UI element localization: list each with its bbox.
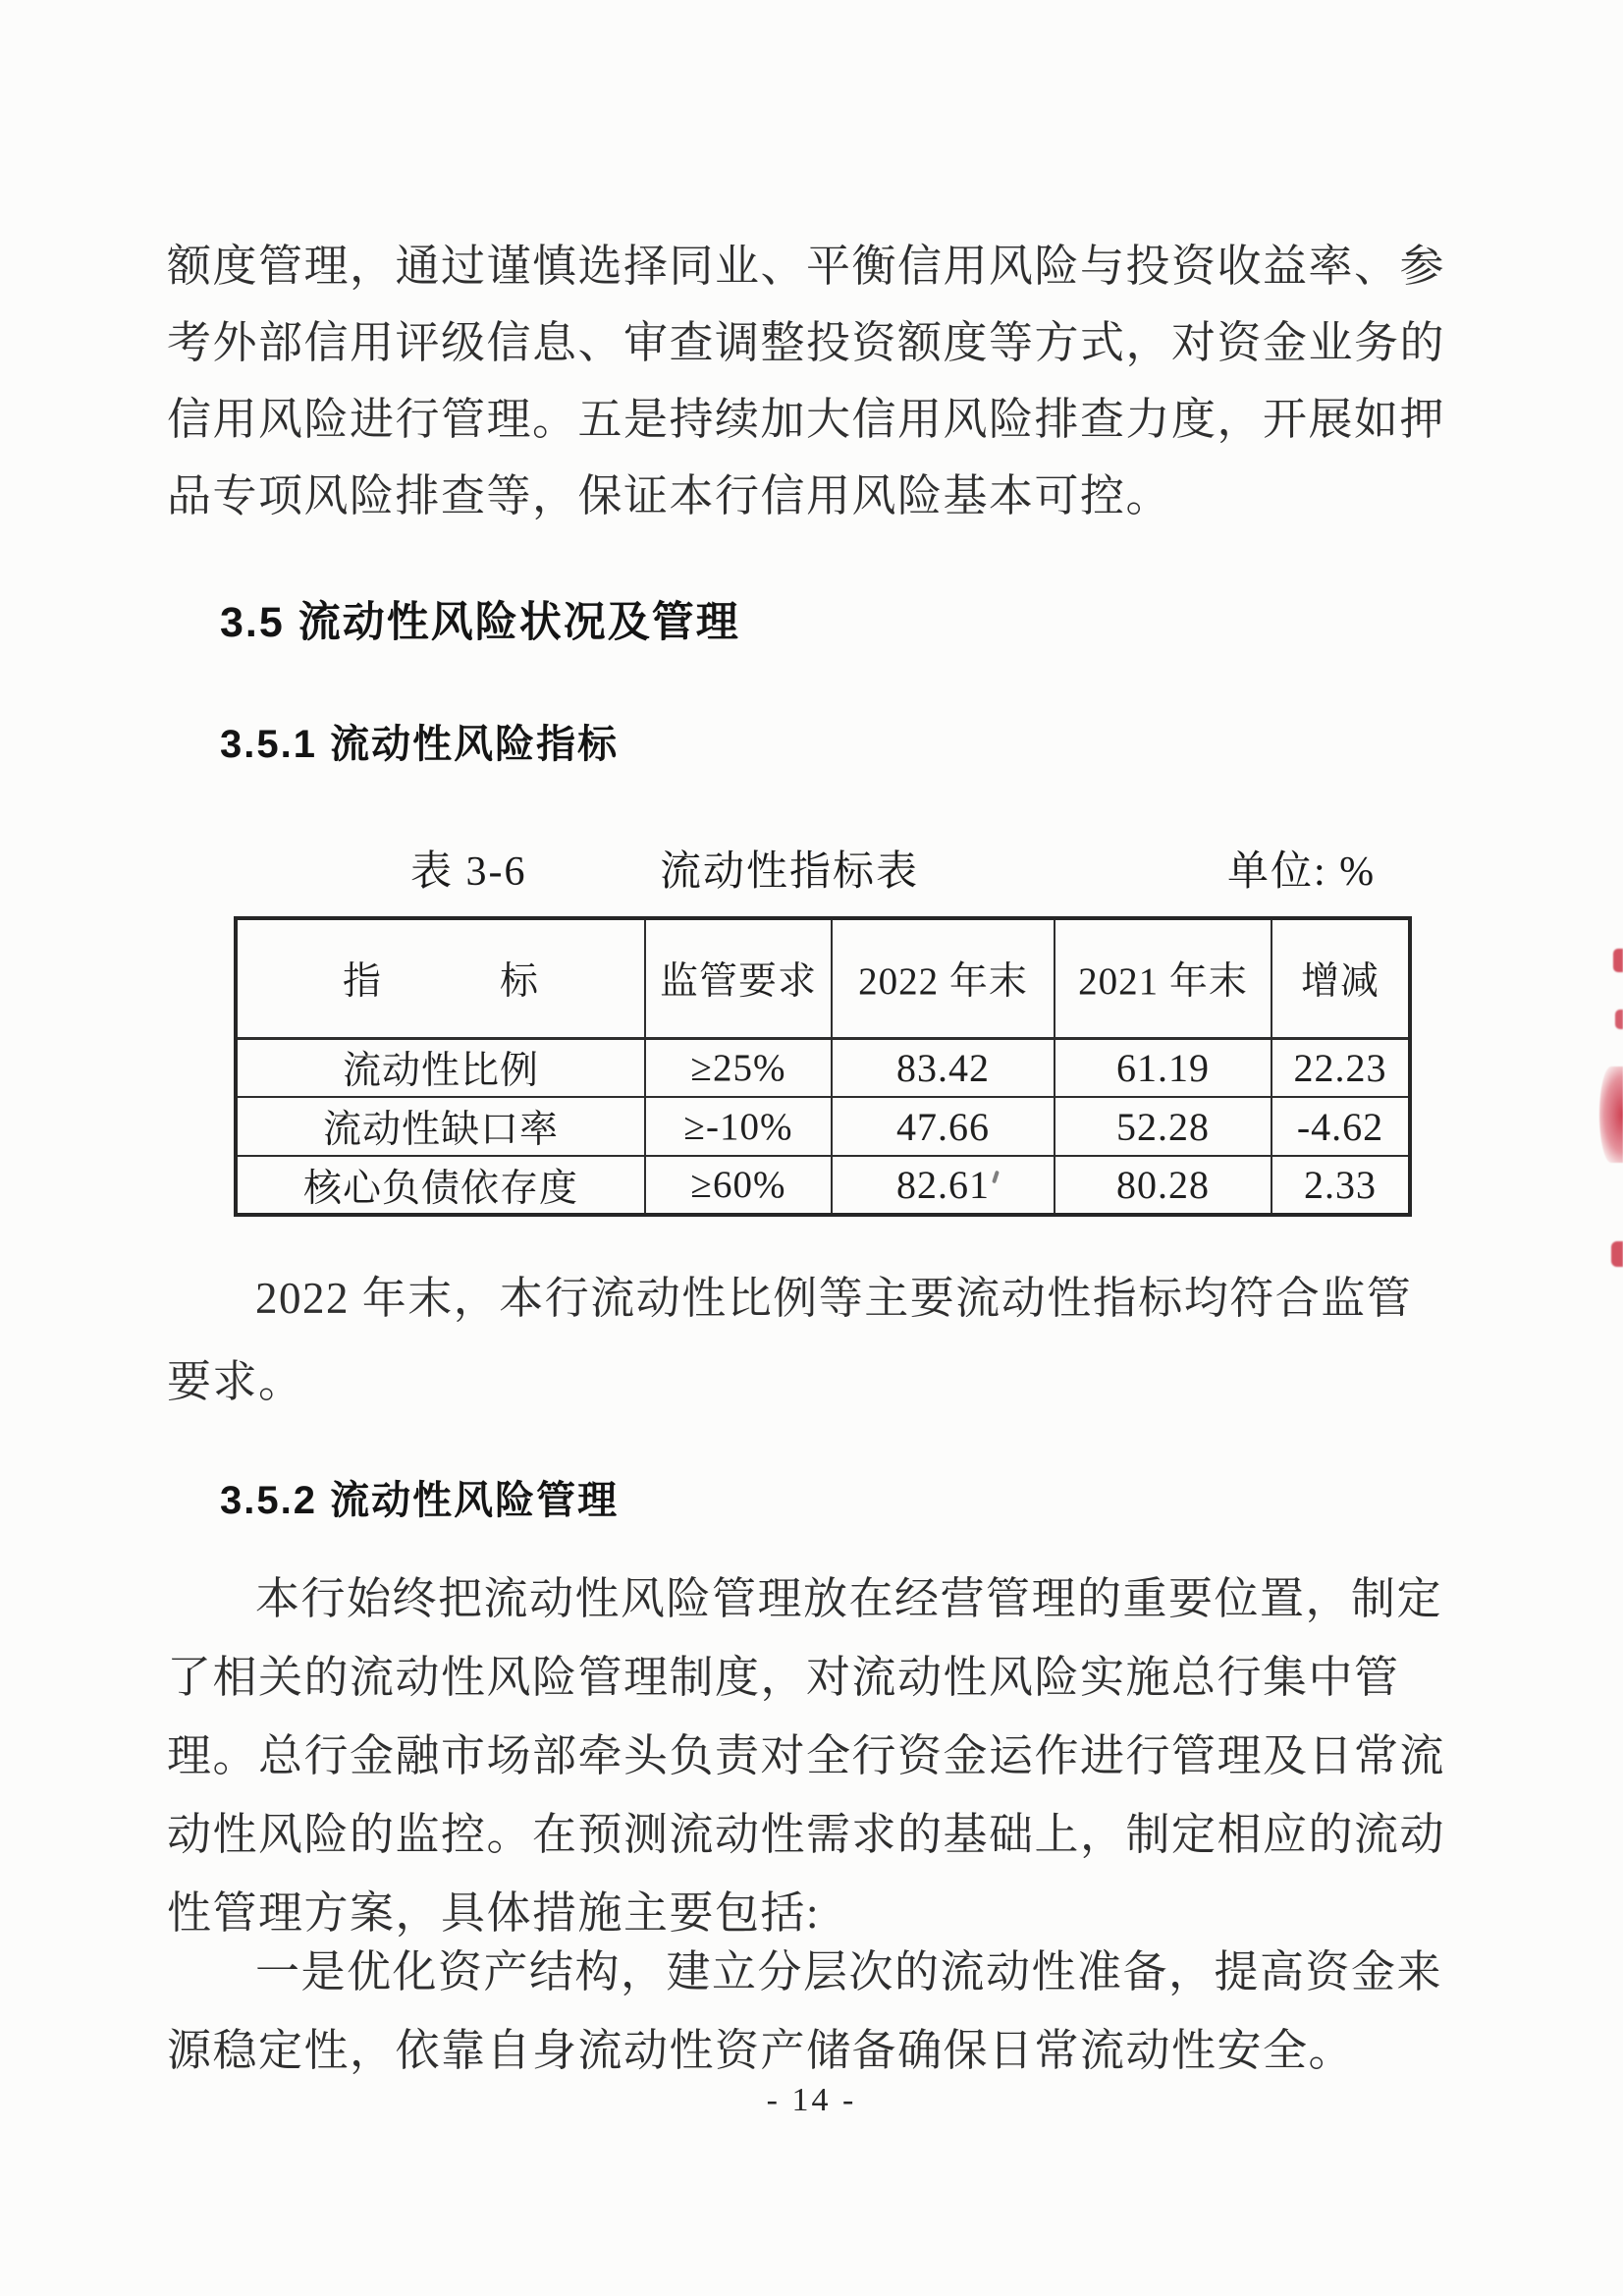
- cell-2022: 82.61: [832, 1156, 1055, 1215]
- cell-indicator: 流动性缺口率: [236, 1097, 645, 1156]
- heading-3-5: 3.5 流动性风险状况及管理: [220, 599, 740, 646]
- cell-requirement: ≥25%: [645, 1038, 832, 1097]
- table-header-cell: 监管要求: [645, 918, 832, 1038]
- red-seal-fragment: [1611, 1241, 1623, 1267]
- cell-2021: 52.28: [1055, 1097, 1271, 1156]
- table-header-cell: 2022 年末: [832, 918, 1055, 1038]
- cell-requirement: ≥60%: [645, 1156, 832, 1215]
- cell-2022: 47.66: [832, 1097, 1055, 1156]
- text-line: 考外部信用评级信息、审查调整投资额度等方式，对资金业务的: [167, 318, 1446, 367]
- table-row: [236, 1156, 1410, 1215]
- text-line: 一是优化资产结构，建立分层次的流动性准备，提高资金来: [255, 1947, 1443, 1996]
- text-line: 品专项风险排查等，保证本行信用风险基本可控。: [167, 471, 1172, 520]
- cell-change: 22.23: [1271, 1038, 1410, 1097]
- text-line: 性管理方案，具体措施主要包括:: [167, 1888, 821, 1938]
- text-line: 理。总行金融市场部牵头负责对全行资金运作进行管理及日常流: [167, 1731, 1446, 1780]
- text-line: 了相关的流动性风险管理制度，对流动性风险实施总行集中管: [167, 1653, 1400, 1702]
- text-line: 要求。: [167, 1357, 304, 1406]
- table-header-cell: 2021 年末: [1055, 918, 1271, 1038]
- cell-indicator: 流动性比例: [236, 1038, 645, 1097]
- cell-2021: 80.28: [1055, 1156, 1271, 1215]
- liquidity-indicators-table: [234, 916, 1412, 1217]
- table-caption-title: 流动性指标表: [660, 849, 920, 895]
- table-header-row: [236, 918, 1410, 1038]
- cell-change: -4.62: [1271, 1097, 1410, 1156]
- paragraph-management: [167, 1559, 1473, 1952]
- table-header-cell: 增减: [1271, 918, 1410, 1038]
- cell-2022: 83.42: [832, 1038, 1055, 1097]
- text-line: 信用风险进行管理。五是持续加大信用风险排查力度，开展如押: [167, 395, 1446, 444]
- red-seal-fragment: [1599, 1066, 1623, 1163]
- cell-2021: 61.19: [1055, 1038, 1271, 1097]
- cell-requirement: ≥-10%: [645, 1097, 832, 1156]
- cell-change: 2.33: [1271, 1156, 1410, 1215]
- text-line: 额度管理，通过谨慎选择同业、平衡信用风险与投资收益率、参: [167, 242, 1446, 291]
- text-line: 动性风险的监控。在预测流动性需求的基础上，制定相应的流动: [167, 1810, 1446, 1859]
- table-caption-unit: 单位: %: [1227, 849, 1377, 895]
- page-number: - 14 -: [766, 2082, 857, 2118]
- table-row: [236, 1038, 1410, 1097]
- text-line: 本行始终把流动性风险管理放在经营管理的重要位置，制定: [255, 1574, 1443, 1623]
- cell-indicator: 核心负债依存度: [236, 1156, 645, 1215]
- paragraph-compliance: [167, 1257, 1473, 1424]
- table-body: [236, 1038, 1410, 1215]
- heading-3-5-2: 3.5.2 流动性风险管理: [220, 1479, 620, 1522]
- paragraph-credit-risk: [167, 228, 1473, 534]
- table-row: [236, 1097, 1410, 1156]
- paragraph-measures: [167, 1933, 1473, 2090]
- table-header-cell: 指 标: [236, 918, 645, 1038]
- heading-3-5-1: 3.5.1 流动性风险指标: [220, 723, 620, 766]
- red-seal-fragment: [1615, 1010, 1623, 1029]
- text-line: 源稳定性，依靠自身流动性资产储备确保日常流动性安全。: [167, 2026, 1355, 2075]
- table-caption-label: 表 3-6: [410, 849, 527, 895]
- red-seal-fragment: [1613, 949, 1623, 972]
- text-line: 2022 年末，本行流动性比例等主要流动性指标均符合监管: [255, 1274, 1413, 1323]
